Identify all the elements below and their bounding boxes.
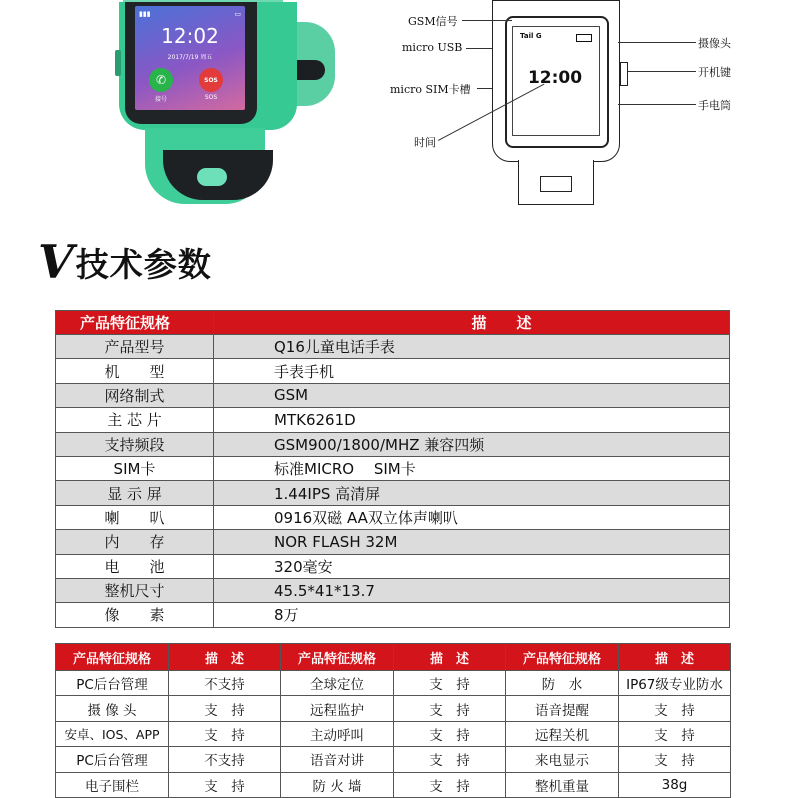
section-heading xyxy=(38,232,212,292)
feature-value: 支 持 xyxy=(394,747,506,772)
spec-key: 喇 叭 xyxy=(56,505,214,529)
spec-table xyxy=(55,310,730,628)
spec-value: GSM900/1800/MHZ 兼容四频 xyxy=(214,432,730,456)
table-row xyxy=(56,578,730,602)
spec-key: 像 素 xyxy=(56,603,214,627)
spec-key: 产品型号 xyxy=(56,335,214,359)
feature-value: 不支持 xyxy=(169,671,281,696)
leader-line xyxy=(628,71,696,72)
table-row xyxy=(56,456,730,480)
feature-key: 防 火 墙 xyxy=(281,772,394,797)
feature-header: 产品特征规格 xyxy=(281,644,394,671)
spec-value: 8万 xyxy=(214,603,730,627)
table-row xyxy=(56,603,730,627)
watch-band-hole xyxy=(197,168,227,186)
diagram-signal-icon: Tail G xyxy=(520,32,542,40)
table-row xyxy=(56,671,731,696)
feature-header: 描 述 xyxy=(394,644,506,671)
sos-label: SOS xyxy=(204,94,218,101)
leader-line xyxy=(466,48,492,49)
feature-value: IP67级专业防水 xyxy=(619,671,731,696)
feature-key: 全球定位 xyxy=(281,671,394,696)
spec-key: 整机尺寸 xyxy=(56,578,214,602)
spec-table-header xyxy=(56,311,730,335)
leader-line xyxy=(462,20,512,21)
spec-key: 机 型 xyxy=(56,359,214,383)
spec-header-value: 描 述 xyxy=(214,311,730,335)
diagram-strap-link xyxy=(540,176,572,192)
spec-value: MTK6261D xyxy=(214,408,730,432)
feature-table xyxy=(55,643,731,798)
spec-value: 0916双磁 AA双立体声喇叭 xyxy=(214,505,730,529)
watch-date: 2017/7/19 周五 xyxy=(167,54,213,61)
spec-value: 45.5*41*13.7 xyxy=(214,578,730,602)
feature-key: 整机重量 xyxy=(506,772,619,797)
label-gsm-signal: GSM信号 xyxy=(408,15,458,28)
spec-value: GSM xyxy=(214,383,730,407)
label-time: 时间 xyxy=(414,136,436,149)
watch-side-button xyxy=(115,50,121,76)
feature-key: 摄 像 头 xyxy=(56,696,169,721)
spec-key: 内 存 xyxy=(56,530,214,554)
spec-value: 标准MICRO SIM卡 xyxy=(214,456,730,480)
diagram-side-button xyxy=(620,62,628,86)
watch-status-bar xyxy=(139,10,241,20)
spec-key: 电 池 xyxy=(56,554,214,578)
feature-key: 远程关机 xyxy=(506,721,619,746)
label-flashlight: 手电筒 xyxy=(698,99,731,112)
leader-line xyxy=(477,88,492,89)
label-power-key: 开机键 xyxy=(698,66,731,79)
spec-key: 主 芯 片 xyxy=(56,408,214,432)
feature-value: 支 持 xyxy=(169,772,281,797)
label-micro-sim: micro SIM卡槽 xyxy=(390,83,471,96)
table-row xyxy=(56,481,730,505)
feature-header: 产品特征规格 xyxy=(56,644,169,671)
feature-header: 描 述 xyxy=(619,644,731,671)
battery-icon: ▭ xyxy=(234,10,241,18)
table-row xyxy=(56,530,730,554)
watch-diagram xyxy=(380,0,795,210)
label-camera: 摄像头 xyxy=(698,37,731,50)
feature-value: 支 持 xyxy=(394,772,506,797)
feature-key: 远程监护 xyxy=(281,696,394,721)
spec-header-key: 产品特征规格 xyxy=(56,311,214,335)
feature-value: 38g xyxy=(619,772,731,797)
feature-key: PC后台管理 xyxy=(56,671,169,696)
feature-key: 语音对讲 xyxy=(281,747,394,772)
feature-table-header xyxy=(56,644,731,671)
feature-header: 描 述 xyxy=(169,644,281,671)
product-photo xyxy=(105,0,325,205)
table-row xyxy=(56,696,731,721)
table-row xyxy=(56,335,730,359)
phone-icon: ✆ xyxy=(149,68,173,92)
spec-value: Q16儿童电话手表 xyxy=(214,335,730,359)
leader-line xyxy=(618,42,696,43)
spec-key: 支持频段 xyxy=(56,432,214,456)
table-row xyxy=(56,721,731,746)
diagram-clock: 12:00 xyxy=(527,68,583,88)
feature-value: 支 持 xyxy=(394,671,506,696)
feature-value: 支 持 xyxy=(619,696,731,721)
spec-value: NOR FLASH 32M xyxy=(214,530,730,554)
feature-value: 支 持 xyxy=(619,747,731,772)
table-row xyxy=(56,747,731,772)
feature-key: PC后台管理 xyxy=(56,747,169,772)
feature-key: 安卓、IOS、APP xyxy=(56,721,169,746)
call-label: 接号 xyxy=(154,96,167,103)
feature-key: 语音提醒 xyxy=(506,696,619,721)
table-row xyxy=(56,772,731,797)
leader-line xyxy=(618,104,696,105)
feature-value: 支 持 xyxy=(619,721,731,746)
feature-value: 支 持 xyxy=(169,721,281,746)
watch-screen xyxy=(135,6,245,110)
table-row xyxy=(56,554,730,578)
spec-value: 320毫安 xyxy=(214,554,730,578)
feature-value: 支 持 xyxy=(394,696,506,721)
table-row xyxy=(56,505,730,529)
table-row xyxy=(56,432,730,456)
page-title: 技术参数 xyxy=(75,244,212,284)
spec-key: 显 示 屏 xyxy=(56,481,214,505)
spec-value: 手表手机 xyxy=(214,359,730,383)
feature-key: 电子围栏 xyxy=(56,772,169,797)
signal-icon: ▮▮▮ xyxy=(139,10,151,18)
feature-value: 支 持 xyxy=(169,696,281,721)
diagram-battery-icon xyxy=(576,34,592,42)
feature-value: 不支持 xyxy=(169,747,281,772)
label-micro-usb: micro USB xyxy=(402,41,463,54)
table-row xyxy=(56,383,730,407)
spec-value: 1.44IPS 高清屏 xyxy=(214,481,730,505)
feature-key: 防 水 xyxy=(506,671,619,696)
heading-mark: V xyxy=(38,235,74,289)
sos-icon: SOS xyxy=(199,68,223,92)
watch-clock: 12:02 xyxy=(161,24,219,48)
table-row xyxy=(56,359,730,383)
spec-key: 网络制式 xyxy=(56,383,214,407)
feature-value: 支 持 xyxy=(394,721,506,746)
feature-key: 来电显示 xyxy=(506,747,619,772)
table-row xyxy=(56,408,730,432)
feature-header: 产品特征规格 xyxy=(506,644,619,671)
spec-key: SIM卡 xyxy=(56,456,214,480)
feature-key: 主动呼叫 xyxy=(281,721,394,746)
